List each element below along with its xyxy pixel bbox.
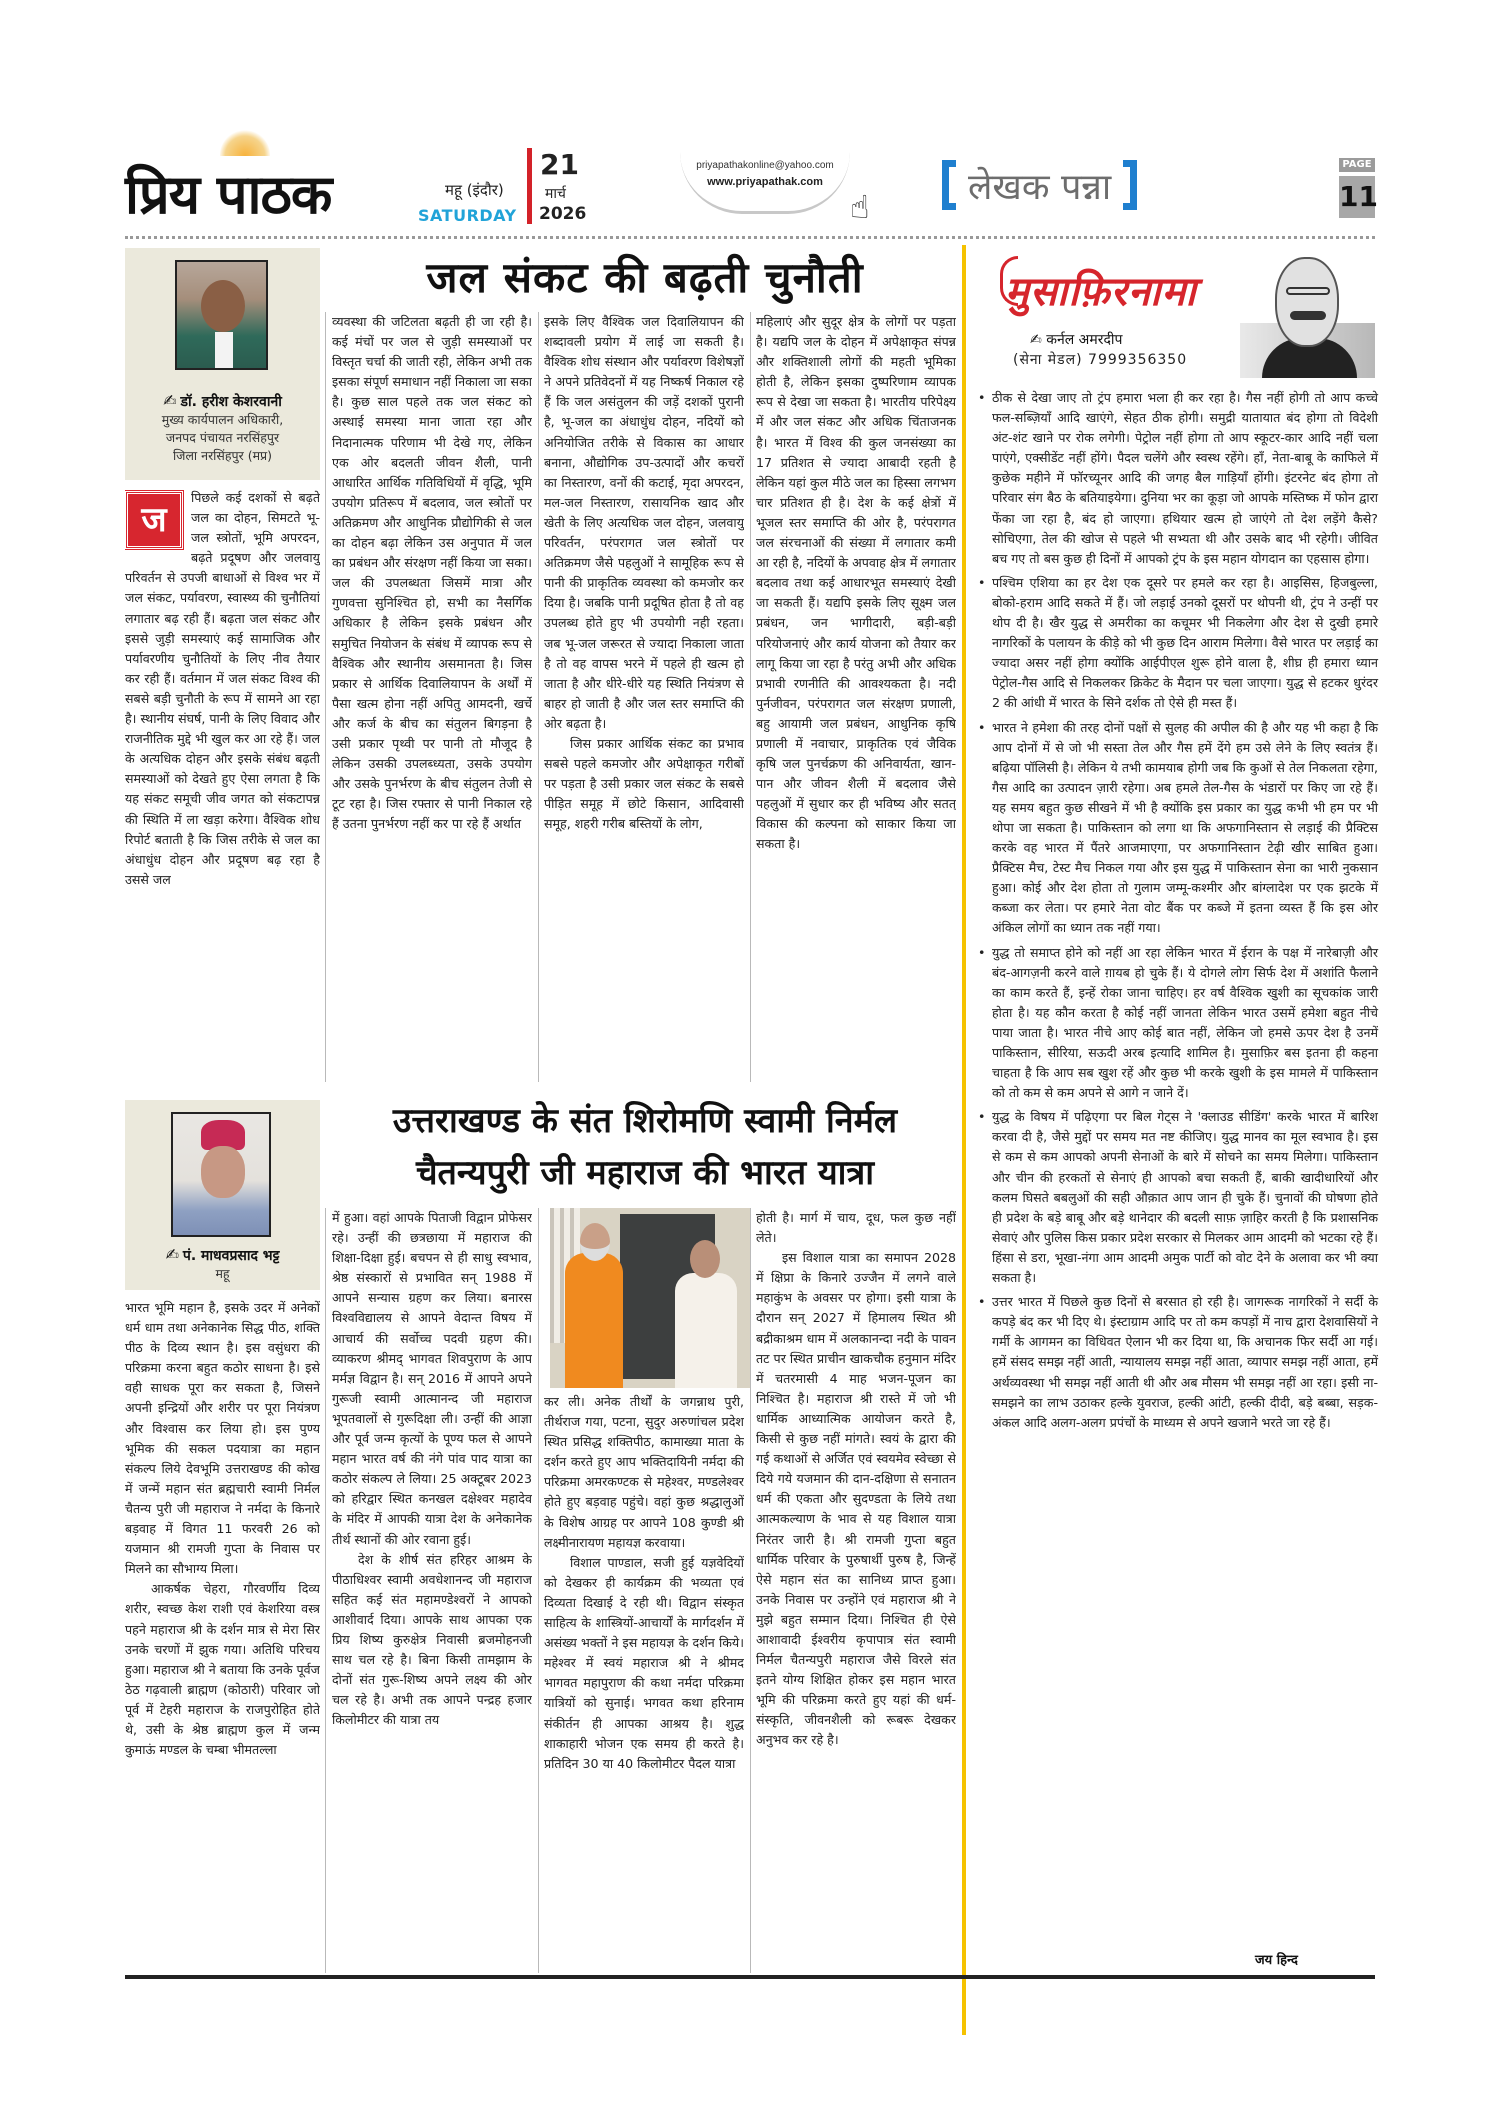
article1-column-2 <box>332 312 532 1082</box>
photo-saint-face <box>580 1223 610 1261</box>
article2-column-1 <box>125 1298 320 1973</box>
contact-email[interactable]: priyapathakonline@yahoo.com <box>696 160 834 171</box>
author-designation: जिला नरसिंहपुर (मप्र) <box>172 448 273 463</box>
page-bottom-rule <box>125 1975 1375 1979</box>
article1-column-3 <box>544 312 744 1082</box>
bullet-item: • पश्चिम एशिया का हर देश एक दूसरे पर हमले कर रहा है। आइसिस, हिजबुल्ला, बोको-हराम आदि सकते में हैं। जो लड़ाई उनको दूसरों पर थोपनी थी, ट्रंप ने उन्हीं पर थोप दी है। खैर युद्ध से अमरीका का कचूमर भी निकलेगा और देश से दुखी हमारे नागरिकों के पलायन के कीड़े को भी कुछ दिन आराम मिलेगा। वैसे भारत पर लड़ाई का ज्यादा असर नहीं होगा क्योंकि आईपीएल शुरू होने वाला है, शीघ्र ही हमारा ध्यान पेट्रोल-गैस आदि से निकलकर क्रिकेट के मैदान पर चला जाएगा। युद्ध से हटकर धुरंदर 2 की आंधी में भारत के सिने दर्शक तो ऐसे ही मस्त हैं। <box>978 573 1378 714</box>
author-designation: मुख्य कार्यपालन अधिकारी, <box>161 412 284 427</box>
article1-col4-text: महिलाएं और सुदूर क्षेत्र के लोगों पर पड़ता है। यद्यपि जल के दोहन में अपेक्षाकृत संपन्न और शक्तिशाली लोगों की महती भूमिका होती है, लेकिन इसका दुष्परिणाम व्यापक रूप से देखा जा सकता है। भारतीय परिपेक्ष्य में और जल संकट और अधिक चिंताजनक है। भारत में विश्व की कुल जनसंख्या का 17 प्रतिशत से ज्यादा आबादी रहती है लेकिन यहां कुल मीठे जल का हिस्सा लगभग चार प्रतिशत ही है। देश के कई क्षेत्रों में भूजल स्तर समाप्ति की ओर है, परंपरागत जल संरचनाओं की संख्या में लगातार कमी आ रही है, नदियों के अपवाह क्षेत्र में लगातार बदलाव तथा कई आधारभूत समस्याएं देखी जा सकती हैं। यद्यपि इसके लिए सूक्ष्म जल प्रबंधन, जन भागीदारी, बड़ी-बड़ी परियोजनाएं और कार्य योजना को तैयार कर लागू किया जा रहा है परंतु अभी और अधिक प्रभावी रणनीति की आवश्यकता है। नदी पुर्नजीवन, परंपरागत जल संरक्षण प्रणाली, बहु आयामी जल प्रबंधन, आधुनिक कृषि प्रणाली में नवाचार, प्राकृतिक एवं जैविक कृषि जल पुनर्चक्रण की अनिवार्यता, खान-पान और जीवन शैली में बदलाव जैसे पहलुओं में सुधार कर ही भविष्य और सतत् विकास की कल्पना को साकार किया जा सकता है। <box>756 314 956 852</box>
columnist-medal-phone: (सेना मेडल) 7999356350 <box>1013 352 1188 368</box>
column-bullets <box>978 388 1378 1437</box>
signoff: जय हिन्द <box>1255 1953 1298 1968</box>
author-place: महू <box>215 1266 230 1281</box>
article2-column-3 <box>544 1392 744 1973</box>
paragraph: विशाल पाण्डाल, सजी हुई यज्ञवेदियों को देखकर ही कार्यक्रम की भव्यता एवं दिव्यता दिखाई दे रही थी। विद्वान संस्कृत साहित्य के शास्त्रियों-आचार्यों के मार्गदर्शन में असंख्य भक्तों ने इस महायज्ञ के दर्शन किये। महेश्वर में स्वयं महाराज श्री ने श्रीमद भागवत महापुराण की कथा नर्मदा परिक्रमा यात्रियों को सुनाई। भगवत कथा हरिनाम संकीर्तन ही आपका आश्रय है। शुद्ध शाकाहारी भोजन एक समय ही करते है। प्रतिदिन 30 या 40 किलोमीटर पैदल यात्रा <box>544 1554 744 1771</box>
author-name: पं. माधवप्रसाद भट्ट <box>182 1248 280 1264</box>
article1-col2-text: व्यवस्था की जटिलता बढ़ती ही जा रही है। कई मंचों पर जल से जुड़ी समस्याओं पर विस्तृत चर्चा की जाती रही, लेकिन अभी तक इसका संपूर्ण समाधान नहीं निकाला जा सका है। कुछ साल पहले तक जल संकट को अस्थाई समस्या माना जाता रहा और निदानात्मक परिणाम भी देखे गए, लेकिन एक ओर बदलती जीवन शैली, पानी आधारित आर्थिक गतिविधियों में वृद्धि, भूमि उपयोग प्रतिरूप में बदलाव, जल स्त्रोतों पर अतिक्रमण और आधुनिक प्रौद्योगिकी से जल का दोहन बढ़ा लेकिन उस अनुपात में जल का प्रबंधन और संरक्षण नहीं किया जा सका। जल की उपलब्धता जिसमें मात्रा और गुणवत्ता सुनिश्चित हो, सभी का नैसर्गिक अधिकार है लेकिन इसके प्रबंधन और समुचित नियोजन के संबंध में व्यापक रूप से वैश्विक और स्थानीय असमानता है। जिस प्रकार से आर्थिक दिवालियापन के अर्थों में पैसा खत्म होना नहीं अपितु आमदनी, खर्चे और कर्ज के बीच का संतुलन बिगड़ना है उसी प्रकार पृथ्वी पर पानी तो मौजूद है लेकिन उसकी उपलब्ध्यता, उसके उपयोग और उसके पुनर्भरण के बीच संतुलन तेजी से टूट रहा है। जिस रफ्तार से पानी निकाल रहे हैं उतना पुनर्भरण नहीं कर पा रहे हैं अर्थात <box>332 314 532 832</box>
headline-line-2: चैतन्यपुरी जी महाराज की भारत यात्रा <box>415 1153 875 1193</box>
article1-column-1 <box>125 488 320 1088</box>
column-rule <box>325 312 326 1082</box>
paragraph: आकर्षक चेहरा, गौरवर्णीय दिव्य शरीर, स्वच्छ केश राशी एवं केशरिया वस्त्र पहने महाराज श्री के दर्शन मात्र से मेरा सिर उनके चरणों में झुक गया। अतिथि परिचय हुआ। महाराज श्री ने बताया कि उनके पूर्वज ठेठ गढ़वाली ब्राह्मण (कोठारी) परिवार जो पूर्व में टेहरी महाराज के राजपुरोहित होते थे, उसी के श्रेष्ठ ब्राह्मण कुल में जन्म कुमाऊं मण्डल के चम्बा भीमतल्ला <box>125 1581 320 1758</box>
column-title: मुसाफ़िरनामा <box>1005 268 1197 315</box>
article1-column-4 <box>756 312 956 1082</box>
photo-host-kurta <box>675 1273 737 1388</box>
paragraph: इस विशाल यात्रा का समापन 2028 में क्षिप्रा के किनारे उज्जैन में लगने वाले महाकुंभ के अवसर पर होगा। इसी यात्रा के दौरान सन् 2027 में हिमालय स्थित श्री बद्रीकाश्रम धाम में अलकानन्दा नदी के पावन तट पर स्थित प्राचीन खाकचौक हनुमान मंदिर में चतरमासी 4 माह भजन-पूजन का निश्चित है। महाराज श्री रास्ते में जो भी धार्मिक आध्यात्मिक आयोजन करते है, किसी से कुछ नहीं मांगते। स्वयं के द्वारा की गई कथाओं से अर्जित एवं स्वयमेव स्वेच्छा से दिये गये यजमान की दान-दक्षिणा से सनातन धर्म की एकता और सुदण्डता के लिये तथा आत्मकल्याण के भाव से यह विशाल यात्रा निरंतर जारी है। श्री रामजी गुप्ता बहुत धार्मिक परिवार के पुरुषार्थी पुरुष है, जिन्हें ऐसे महान संत का सानिध्य प्राप्त हुआ। उनके निवास पर उन्होंने एवं महाराज श्री ने मुझे बहुत सम्मान दिया। निश्चित ही ऐसे आशावादी ईश्वरीय कृपापात्र संत स्वामी निर्मल चैतन्यपुरी महाराज जैसे विरले संत इतने योग्य शिक्षित होकर इस महान भारत भूमि की परिक्रमा करते हुए यहां की धर्म-संस्कृति, जीवनशैली को रूबरू देखकर अनुभव कर रहे है। <box>756 1250 956 1748</box>
article1-col1-text: पिछले कई दशकों से बढ़ते जल का दोहन, सिमटते भू-जल स्त्रोतों, भूमि अपरदन, बढ़ते प्रदूषण और जलवायु परिवर्तन से उपजी बाधाओं से विश्व भर में जल संकट, पर्यावरण, स्वास्थ्य की चुनौतियां लगातार बढ़ रही हैं। बढ़ता जल संकट और इससे जुड़ी समस्याएं कई सामाजिक और पर्यावरणीय चुनौतियों के लिए नीव तैयार कर रही हैं। वर्तमान में जल संकट विश्व की सबसे बड़ी चुनौती के रूप में सामने आ रहा है। स्थानीय संघर्ष, पानी के लिए विवाद और राजनीतिक मुद्दे भी खुल कर आ रहे हैं। जल के अत्यधिक दोहन और इसके संबंध बढ़ती समस्याओं को देखते हुए ऐसा लगता है कि यह संकट समूची जीव जगत को संकटापन्न की स्थिति में ला खड़ा करेगा। वैश्विक शोध रिपोर्ट बताती है कि जिस तरीके से जल का अंधाधुंध दोहन और प्रदूषण बढ़ रहा है उससे जल <box>125 490 320 887</box>
columnist-name-row <box>1030 330 1122 349</box>
article-headline <box>330 1095 960 1199</box>
right-bracket-icon <box>1123 160 1137 210</box>
bullet-item: • उत्तर भारत में पिछले कुछ दिनों से बरसात हो रही है। जागरूक नागरिकों ने सर्दी के कपड़े बंद कर भी दिए थे। इंस्टाग्राम आदि पर तो कम कपड़ों में नाच द्वारा देशवासियों ने गर्मी के आगमन का विधिवत ऐलान भी कर दिया था, कि अचानक फिर सर्दी आ गई। हमें संसद समझ नहीं आती, न्यायालय समझ नहीं आता, व्यापार समझ नहीं आता, हमें अर्थव्यवस्था भी समझ नहीं आती थी और अब मौसम भी समझ नहीं आ रहा। इसी ना-समझने का लाभ उठाकर हल्के युवराज, हल्की आंटी, हल्की दीदी, बड़े बब्बा, सड़क-अंकल आदि अलग-अलग प्रपंचों के माध्यम से अपने खजाने भरते जा रहे हैं। <box>978 1292 1378 1433</box>
logo-sunburst-icon <box>220 130 270 156</box>
author-photo-face <box>201 1146 245 1198</box>
article-headline: जल संकट की बढ़ती चुनौती <box>426 253 864 302</box>
pen-icon: ✍ <box>165 1245 179 1264</box>
author-card-1 <box>125 248 320 480</box>
author-photo <box>175 260 268 370</box>
paragraph: जिस प्रकार आर्थिक संकट का प्रभाव सबसे पहले कमजोर और अपेक्षाकृत गरीबों पर पड़ता है उसी प्रकार जल संकट के सबसे पीड़ित समूह में छोटे किसान, आदिवासी समूह, शहरी गरीब बस्तियों के लोग, <box>544 735 744 832</box>
photo-moustache <box>1290 311 1326 320</box>
paragraph: देश के शीर्ष संत हरिहर आश्रम के पीठाधिश्वर स्वामी अवधेशानन्द जी महाराज सहित कई संत महामण्डेश्वरों ने आपको आशीवार्द दिया। आपके साथ आपका एक प्रिय शिष्य कुरुक्षेत्र निवासी ब्रजमोहनजी साथ चल रहे है। बिना किसी तामझाम के दोनों संत गुरू-शिष्य अपने लक्ष्य की ओर चल रहे है। अभी तक आपने पन्द्रह हजार किलोमीटर की यात्रा तय <box>332 1551 532 1728</box>
photo-host-face <box>690 1240 720 1278</box>
section-title <box>942 160 1137 210</box>
headline-line-1: उत्तराखण्ड के संत शिरोमणि स्वामी निर्मल <box>392 1101 898 1141</box>
author-name: डॉ. हरीश केशरवानी <box>180 394 282 410</box>
author-name-row <box>125 391 320 411</box>
author-photo <box>171 1112 271 1237</box>
drop-cap: ज <box>125 491 183 549</box>
left-bracket-icon <box>942 160 956 210</box>
contact-block <box>680 152 850 214</box>
columnist-photo <box>1240 243 1375 378</box>
date-year: 2026 <box>539 204 587 224</box>
paragraph: में हुआ। वहां आपके पिताजी विद्वान प्रोफेसर रहे। उन्हीं की छत्रछाया में महाराज की शिक्षा-दिक्षा हुई। बचपन से ही साधु स्वभाव, श्रेष्ठ संस्कारों से प्रभावित सन् 1988 में आपने सन्यास ग्रहण कर लिया। बनारस विश्वविद्यालय से आपने वेदान्त विषय में आचार्य की सर्वोच्च पदवी ग्रहण की। व्याकरण श्रीमद् भागवत शिवपुराण के आप मर्मज्ञ विद्वान है। सन् 2016 में आपने अपने गुरूजी स्वामी आत्मानन्द जी महाराज भूपतवालों से गुरूदिक्षा ली। उन्हीं की आज्ञा और पूर्व जन्म कृत्यों के पूण्य फल से आपने महान भारत वर्ष की नंगे पांव पाद यात्रा का कठोर संकल्प ले लिया। 25 अक्टूबर 2023 को हरिद्वार स्थित कनखल दक्षेश्वर महादेव के मंदिर में आपकी यात्रा देश के अनेकानेक तीर्थ स्थानों की ओर रवाना हुई। <box>332 1210 532 1547</box>
column-rule <box>538 312 539 1082</box>
column-rule <box>538 1208 539 1973</box>
article-photo <box>550 1208 750 1388</box>
photo-saint-robe <box>565 1253 623 1388</box>
date-day: 21 <box>540 148 579 181</box>
column-rule <box>750 1208 751 1973</box>
author-designation: जनपद पंचायत नरसिंहपुर <box>165 430 280 445</box>
columnist-name: कर्नल अमरदीप <box>1046 332 1123 348</box>
paragraph: भारत भूमि महान है, इसके उदर में अनेकों धर्म धाम तथा अनेकानेक सिद्ध पीठ, शक्ति पीठ के दिव्य स्थान है। इस वसुंधरा की परिक्रमा करना बहुत कठोर साधना है। इसे वही साधक पूरा कर सकता है, जिसने अपनी इन्द्रियों और शरीर पर पूरा नियंत्रण और विश्वास कर लिया हो। इस पुण्य भूमिक की सकल पदयात्रा का महान संकल्प लिये देवभूमि उत्तराखण्ड की कोख में जन्में महान संत ब्रह्मचारी स्वामी निर्मल चैतन्य पुरी जी महाराज ने नर्मदा के किनारे बड़वाह में विगत 11 फरवरी 26 को यजमान श्री रामजी गुप्ता के निवास पर मिलने का सौभाग्य मिला। <box>125 1300 320 1577</box>
section-divider <box>962 245 966 2035</box>
pen-icon: ✍ <box>1030 332 1047 348</box>
column-rule <box>325 1208 326 1973</box>
date-divider <box>527 148 532 224</box>
article2-column-2 <box>332 1208 532 1973</box>
page-label: PAGE <box>1339 158 1375 172</box>
masthead-divider <box>125 236 1375 239</box>
edition-day: SATURDAY <box>418 206 517 225</box>
newspaper-logo[interactable]: प्रिय पाठक <box>125 162 332 226</box>
section-title-text: लेखक पन्ना <box>968 166 1112 208</box>
page-number: 11 <box>1339 176 1375 218</box>
bullet-item: • युद्ध के विषय में पढ़िएगा पर बिल गेट्स ने 'क्लाउड सीडिंग' करके भारत में बारिश करवा दी है, जैसे मुद्दों पर समय मत नष्ट कीजिए। युद्ध मानव का मूल स्वभाव है। इस से कम से कम आपको अपनी सेनाओं के बारे में सोचने का समय मिलेगा। पाकिस्तान और चीन की हरकतों से सेनाएं ही आपको बचा सकती हैं, बाकी खादीधारियों और कलम घिसते बबलुओं की सही औक़ात आप जान ही चुके हैं। चुनावों की घोषणा होते ही प्रदेश के बड़े बाबू और बड़े थानेदार की बदली साफ़ ज़ाहिर करती है कि प्रशासनिक सेवाएं और पुलिस किस प्रकार प्रदेश सरकार से मिलकर आम आदमी को भटका रहे हैं। हिंसा से डरा, भूखा-नंगा आम आदमी अमुक पार्टी को वोट देने के अलावा कर भी क्या सकता है। <box>978 1107 1378 1288</box>
photo-face <box>1275 257 1339 347</box>
bullet-item: • ठीक से देखा जाए तो ट्रंप हमारा भला ही कर रहा है। गैस नहीं होगी तो आप कच्चे फल-सब्ज़ियाँ आदि खाएंगे, सेहत ठीक होगी। समुद्री यातायात बंद होगा तो विदेशी अंट-शंट खाने पर रोक लगेगी। पेट्रोल नहीं होगा तो आप स्कूटर-कार आदि नहीं चला पाएंगे, एक्सीडेंट नहीं होंगे। पैदल चलेंगे और स्वस्थ रहेंगे। हाँ, नेता-बाबू के काफिले में कुछेक महीने में फॉरच्यूनर आदि की जगह बैल गाड़ियाँ होंगी। इंटरनेट बंद होगा तो परिवार संग बैठ के बतियाइयेगा। दुनिया भर का कूड़ा जो आपके मस्तिष्क में फोन द्वारा फेंका जा रहा है, बंद हो जाएगा। हथियार खत्म हो जाएंगे तो देश लड़ेंगे कैसे? सोचिएगा, तेल की खोज से पहले भी सभ्यता थी और उसके बाद भी रहेगी। जीवित बच गए तो बस कुछ ही दिनों में आपको ट्रंप के इस महान योगदान का एहसास होगा। <box>978 388 1378 569</box>
masthead <box>125 140 1378 235</box>
pointing-hand-icon: ☝ <box>850 188 870 226</box>
date-month: मार्च <box>545 186 566 202</box>
edition-city: महू (इंदौर) <box>445 181 504 199</box>
bullet-item: • युद्ध तो समाप्त होने को नहीं आ रहा लेकिन भारत में ईरान के पक्ष में नारेबाज़ी और बंद-आगज़नी करने वाले ग़ायब हो चुके हैं। ये दोगले लोग सिर्फ देश में अशांति फैलाने का काम करते हैं, इन्हें रोका जाना चाहिए। हर वर्ष वैश्विक खुशी का सूचकांक जारी होता है। यह कौन करता है कोई नहीं जानता लेकिन भारत उसमें हमेशा बहुत नीचे पाया जाता है। भारत नीचे आए कोई बात नहीं, लेकिन जो हमसे ऊपर देश है उनमें पाकिस्तान, सीरिया, सऊदी अरब इत्यादि शामिल है। मुसाफ़िर बस इतना ही कहना चाहता है कि आप सब खुश रहें और कुछ भी करके खुशी के इस मामले में पाकिस्तान को तो कम से कम अपने से आगे न जाने दें। <box>978 943 1378 1104</box>
paragraph: इसके लिए वैश्विक जल दिवालियापन की शब्दावली प्रयोग में लाई जा सकती है। वैश्विक शोध संस्थान और पर्यावरण विशेषज्ञों ने अपने प्रतिवेदनों में यह निष्कर्ष निकाल रहे हैं कि जल असंतुलन की जड़ें दशकों पुरानी है, भू-जल का अंधाधुंध दोहन, नदियों को अनियोजित तरीके से विकास का आधार बनाना, औद्योगिक उप-उत्पादों और कचरों का निस्तारण, वनों की कटाई, मृदा अपरदन, मल-जल निस्तारण, रासायनिक खाद और खेती के लिए अत्यधिक जल दोहन, जलवायु परिवर्तन, परंपरागत जल स्त्रोतों पर अतिक्रमण जैसे पहलुओं ने सामूहिक रूप से पानी की प्राकृतिक व्यवस्था को कमजोर कर दिया है। जबकि पानी प्रदूषित होता है तो वह उपलब्ध होते हुए भी उपयोगी नही रहता। जब भू-जल जरूरत से ज्यादा निकाला जाता है तो वह वापस भरने में पहले ही खत्म हो जाता है और धीरे-धीरे यह स्थिति नियंत्रण से बाहर हो जाती है और जल स्तर समाप्ति की ओर बढ़ता है। <box>544 314 744 731</box>
column-rule <box>750 312 751 1082</box>
bullet-item: • भारत ने हमेशा की तरह दोनों पक्षों से सुलह की अपील की है और यह भी कहा है कि आप दोनों में से जो भी सस्ता तेल और गैस हमें देंगे हम उसे लेने के लिए स्वतंत्र हैं। बढ़िया पॉलिसी है। लेकिन ये तभी कामयाब होगी जब कि कुओं से तेल निकलता रहेगा, गैस आदि का उत्पादन ज़ारी रहेगा। अब हमले तेल-गैस के भंडारों पर किए जा रहे हैं। यह समय बहुत कुछ सीखने में भी है क्योंकि इस प्रकार का युद्ध कभी भी हम पर भी थोपा जा सकता है। पाकिस्तान को लगा था कि अफगानिस्तान से लड़ाई की प्रैक्टिस करके वह भारत में पैंतरे आजमाएगा, पर अफगानिस्तान टेढ़ी खीर साबित हुआ। प्रैक्टिस मैच, टेस्ट मैच निकल गया और इस युद्ध में पाकिस्तान सेना का भारी नुकसान हुआ। कोई और देश होता तो गुलाम जम्मू-कश्मीर और बांग्लादेश पर एक झटके में कब्जा कर लेता। पर हमारे नेता वोट बैंक पर कब्जे में इतना व्यस्त हैं कि इस ओर अंकिल लोगों का ध्यान तक नहीं गया। <box>978 718 1378 939</box>
paragraph: होती है। मार्ग में चाय, दूध, फल कुछ नहीं लेते। <box>756 1210 956 1246</box>
paragraph: कर ली। अनेक तीर्थों के जगन्नाथ पुरी, तीर्थराज गया, पटना, सुदुर अरुणांचल प्रदेश स्थित प्रसिद्ध शक्तिपीठ, कामाख्या माता के दर्शन करते हुए आप भक्तिदायिनी नर्मदा की परिक्रमा अमरकण्टक से महेश्वर, मण्डलेश्वर होते हुए बड़वाह पहुंचे। वहां कुछ श्रद्धालुओं के विशेष आग्रह पर आपने 108 कुण्डी श्री लक्ष्मीनारायण महायज्ञ करवाया। <box>544 1394 744 1550</box>
contact-website[interactable]: www.priyapathak.com <box>707 176 823 188</box>
pen-icon: ✍ <box>163 391 177 410</box>
author-byline <box>125 1245 320 1283</box>
page-number-box <box>1339 158 1378 218</box>
author-photo-shirt <box>215 332 233 370</box>
author-name-row <box>125 1245 320 1265</box>
author-card-2 <box>125 1100 320 1290</box>
author-byline <box>125 391 320 465</box>
photo-glasses <box>1286 287 1330 295</box>
article2-column-4 <box>756 1208 956 1973</box>
author-photo-face <box>201 280 245 332</box>
